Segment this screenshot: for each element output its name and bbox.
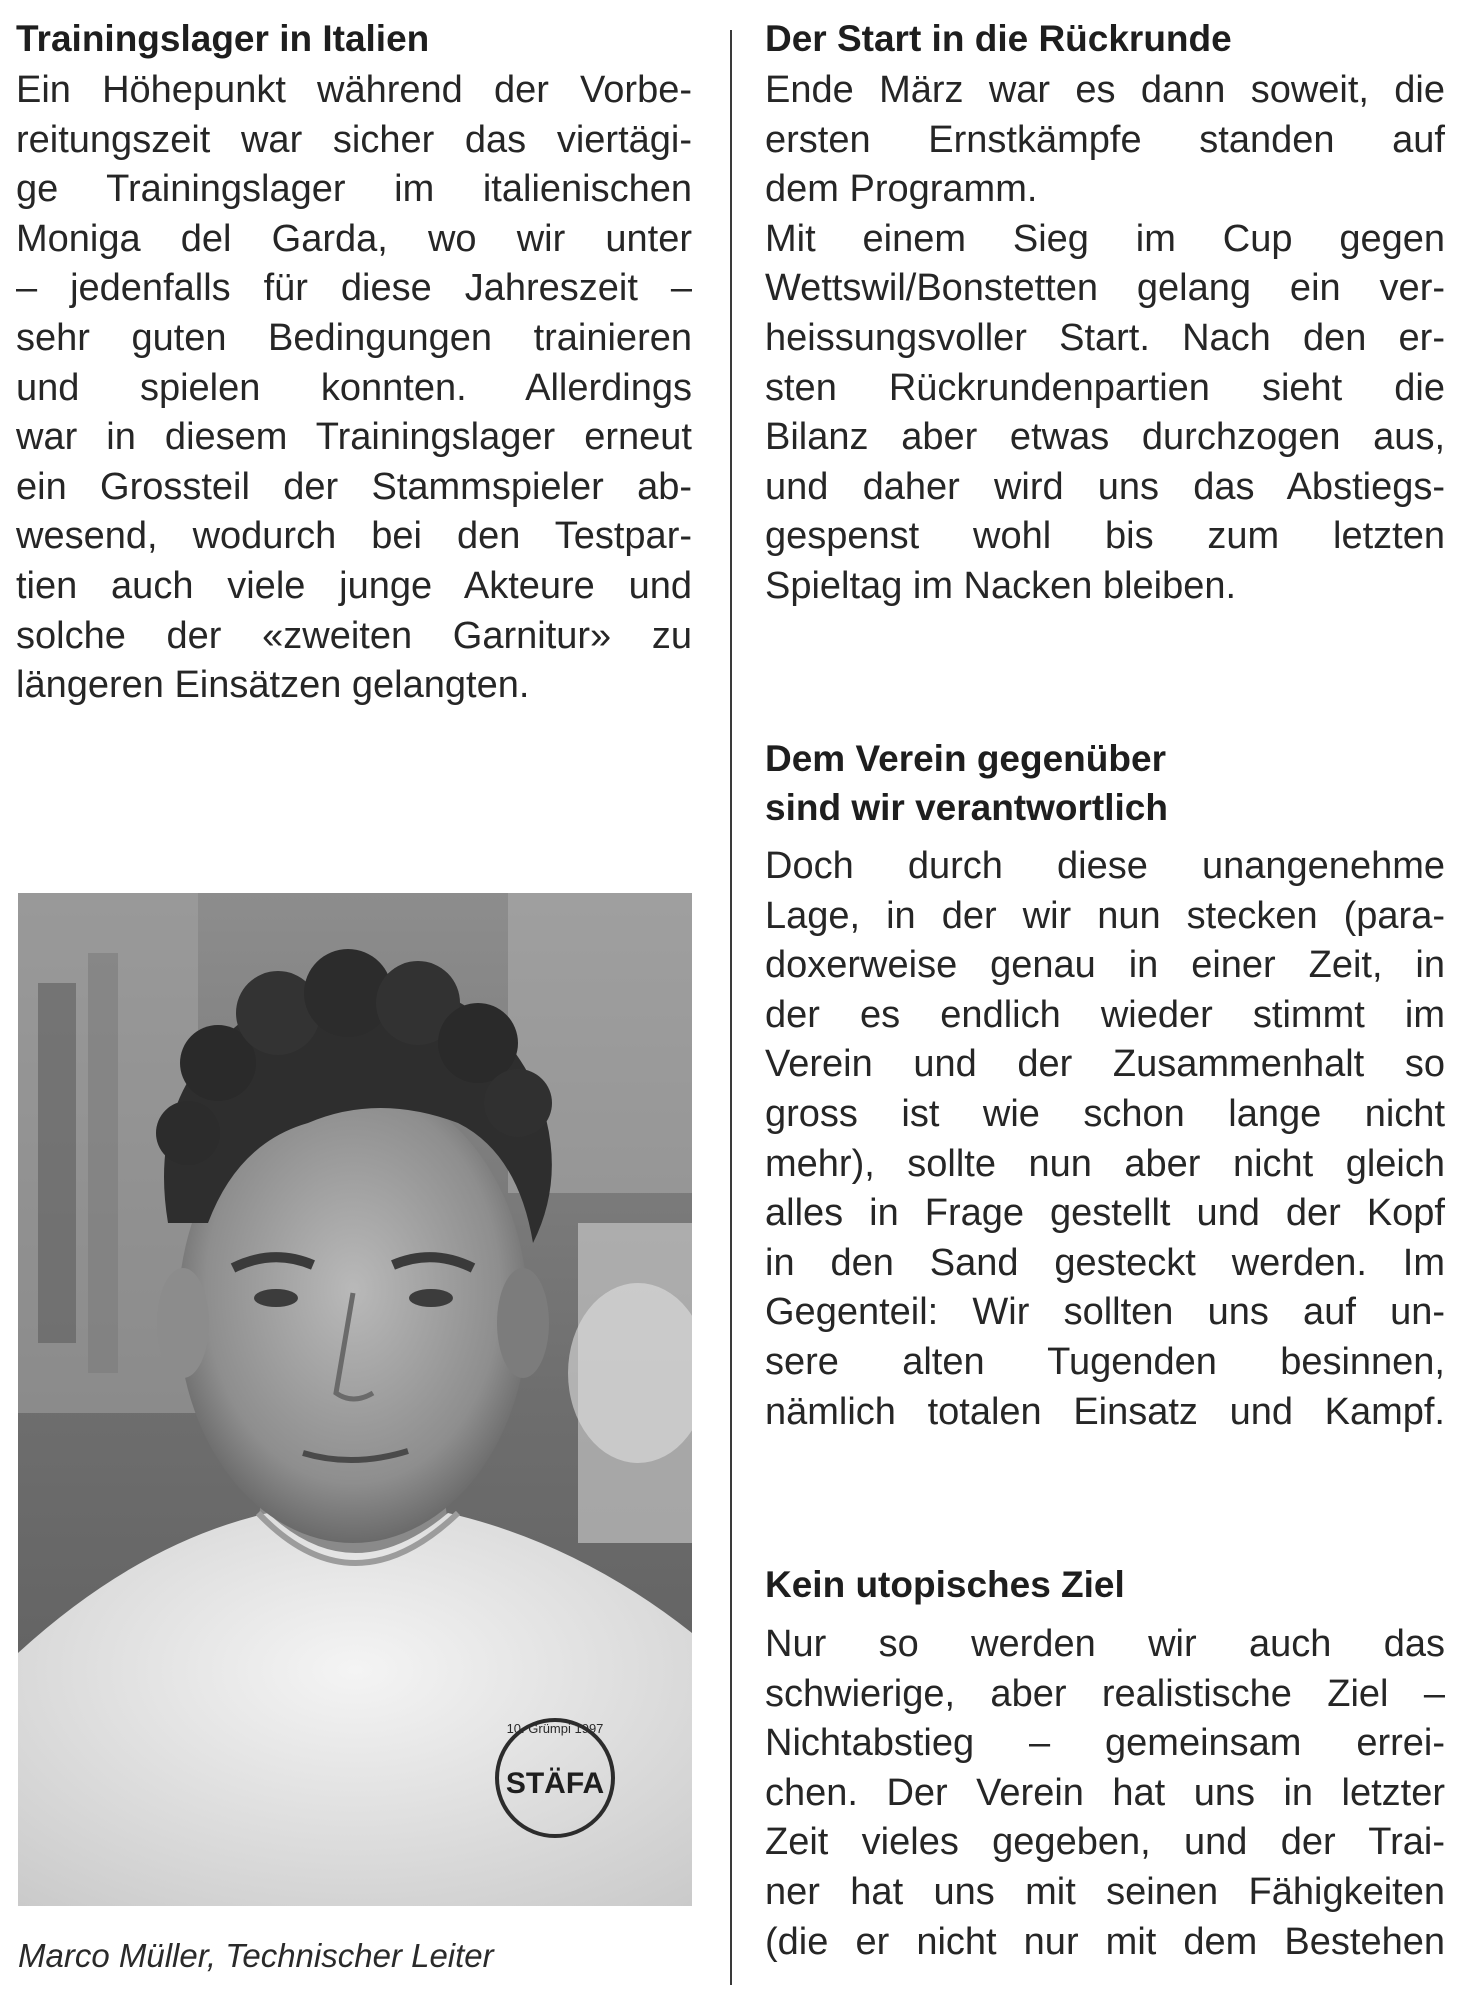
heading-start-rueckrunde: Der Start in die Rückrunde (765, 18, 1232, 59)
text-line: Nur so werden wir auch das (765, 1623, 1445, 1665)
text-line: solche der «zweiten Garnitur» zu (16, 614, 692, 657)
text-line: Bilanz aber etwas durchzogen aus, (765, 416, 1445, 459)
text-line: ein Grossteil der Stammspieler ab- (16, 465, 692, 508)
column-divider (730, 30, 732, 1985)
text-line: Nichtabstieg – gemeinsam errei- (765, 1722, 1445, 1765)
text-line: wesend, wodurch bei den Testpar- (16, 515, 692, 558)
text-line: tien auch viele junge Akteure und (16, 564, 692, 607)
paragraph-kein-utopisches-ziel (765, 1620, 1445, 1967)
text-line: Gegenteil: Wir sollten uns auf un- (765, 1291, 1445, 1334)
text-line: ersten Ernstkämpfe standen auf (765, 118, 1445, 161)
text-line: Spieltag im Nacken bleiben. (765, 564, 1237, 607)
text-line: längeren Einsätzen gelangten. (16, 664, 530, 707)
text-line: – jedenfalls für diese Jahreszeit – (16, 267, 692, 310)
text-line: und daher wird uns das Abstiegs- (765, 465, 1445, 508)
shirt-logo-text: STÄFA (505, 1767, 605, 1800)
text-line: Wettswil/Bonstetten gelang ein ver- (765, 267, 1445, 310)
text-line: sten Rückrundenpartien sieht die (765, 366, 1445, 409)
paragraph-trainingslager (16, 66, 692, 711)
text-line: mehr), sollte nun aber nicht gleich (765, 1142, 1445, 1185)
text-line: in den Sand gesteckt werden. Im (765, 1241, 1445, 1284)
text-line: sere alten Tugenden besinnen, (765, 1340, 1445, 1383)
paragraph-start-rueckrunde (765, 66, 1445, 612)
text-line: gespenst wohl bis zum letzten (765, 515, 1445, 558)
text-line: Moniga del Garda, wo wir unter (16, 217, 692, 260)
heading-verein-line1: Dem Verein gegenüber (765, 738, 1166, 779)
text-line: reitungszeit war sicher das viertägi- (16, 118, 692, 161)
text-line: nämlich totalen Einsatz und Kampf. (765, 1390, 1445, 1433)
text-line: Verein und der Zusammenhalt so (765, 1043, 1445, 1086)
text-line: Lage, in der wir nun stecken (para- (765, 894, 1445, 937)
text-line: der es endlich wieder stimmt im (765, 993, 1445, 1036)
photo-caption: Marco Müller, Technischer Leiter (18, 1937, 494, 1974)
text-line: Ende März war es dann soweit, die (765, 69, 1445, 111)
text-line: alles in Frage gestellt und der Kopf (765, 1192, 1445, 1235)
text-line: schwierige, aber realistische Ziel – (765, 1672, 1445, 1715)
heading-verein-line2: sind wir verantwortlich (765, 787, 1168, 828)
portrait-photo (18, 893, 692, 1906)
text-line: war in diesem Trainingslager erneut (16, 416, 692, 459)
heading-kein-utopisches-ziel: Kein utopisches Ziel (765, 1564, 1125, 1605)
text-line: (die er nicht nur mit dem Bestehen (765, 1920, 1445, 1963)
text-line: heissungsvoller Start. Nach den er- (765, 316, 1445, 359)
shirt-logo-ring-text: 10. Grümpi 1997 (506, 1721, 604, 1736)
paragraph-verein (765, 842, 1445, 1437)
text-line: ner hat uns mit seinen Fähigkeiten (765, 1870, 1445, 1913)
heading-trainingslager: Trainingslager in Italien (16, 18, 430, 59)
text-line: gross ist wie schon lange nicht (765, 1092, 1445, 1135)
text-line: Zeit vieles gegeben, und der Trai- (765, 1821, 1445, 1864)
text-line: Ein Höhepunkt während der Vorbe- (16, 69, 692, 111)
text-line: und spielen konnten. Allerdings (16, 366, 692, 409)
text-line: ge Trainingslager im italienischen (16, 168, 692, 211)
text-line: Mit einem Sieg im Cup gegen (765, 217, 1445, 260)
text-line: chen. Der Verein hat uns in letzter (765, 1771, 1445, 1814)
text-line: doxerweise genau in einer Zeit, in (765, 944, 1445, 987)
text-line: sehr guten Bedingungen trainieren (16, 316, 692, 359)
text-line: Doch durch diese unangenehme (765, 845, 1445, 887)
text-line: dem Programm. (765, 168, 1038, 211)
